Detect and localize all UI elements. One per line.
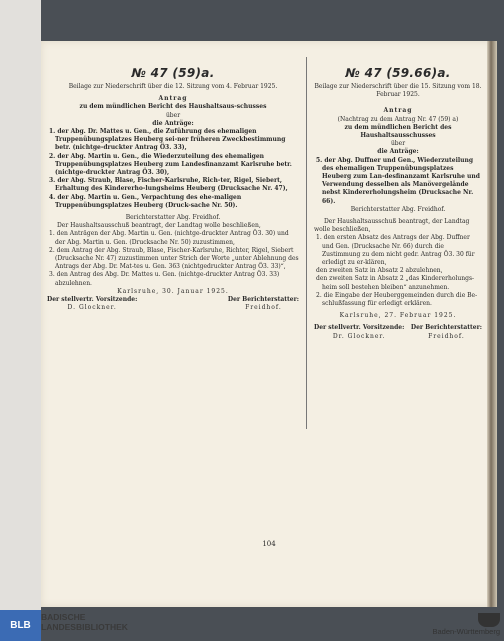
left-signatures bbox=[47, 296, 299, 312]
right-decision-1: 1. den ersten Absatz des Antrags der Abg. Duffner und Gen. (Drucksache Nr. 66) durch die Zustimmung zu dem nicht gedr. Antrag Ö3. 30 für erledigt zu er-klären, bbox=[316, 234, 475, 267]
right-sig-reporter-title: Der Berichterstatter: bbox=[410, 324, 482, 332]
right-subtitle: Beilage zur Niederschrift über die 15. Sitzung vom 18. Februar 1925. bbox=[314, 83, 482, 99]
right-intro: zu dem mündlichen Bericht des Haushaltsausschusses bbox=[344, 123, 452, 140]
right-column bbox=[314, 66, 482, 341]
right-document-number: № 47 (59.66)a. bbox=[345, 66, 451, 80]
region-name: Baden-Württemberg bbox=[432, 627, 500, 636]
left-decision-1: 1. den Anträgen der Abg. Martin u. Gen. (nichtge-druckter Antrag Ö3. 30) und der Abg. Martin u. Gen. (Drucksache Nr. 50) zuzustimmen, bbox=[49, 230, 289, 246]
right-die-antraege: die Anträge: bbox=[377, 148, 419, 156]
right-decision-4: 2. die Eingabe der Heuberggemeinden durch die Be-schlußfassung für erledigt erklären. bbox=[316, 291, 478, 308]
right-body: Der Haushaltsausschuß beantragt, der Landtag wolle beschließen, bbox=[314, 218, 470, 234]
right-sig-chair-title: Der stellvertr. Vorsitzende: bbox=[314, 324, 405, 332]
left-sig-reporter-name: Freidhof. bbox=[245, 304, 282, 312]
left-sig-chair-name: D. Glockner. bbox=[67, 304, 117, 312]
left-ueber: über bbox=[165, 111, 181, 119]
left-document-number: № 47 (59)a. bbox=[131, 66, 215, 80]
left-item-2: 2. der Abg. Martin u. Gen., die Wiederzuteilung des ehemaligen Truppenübungsplatzes Heuberg zum Landesfinanzamt Karlsruhe betr. (nichtge-druckter Antrag Ö3. 30), bbox=[49, 152, 292, 177]
right-sig-chair-name: Dr. Glockner. bbox=[332, 332, 386, 340]
right-decision-2: den zweiten Satz in Absatz 2 abzulehnen, bbox=[316, 267, 443, 275]
left-item-4: 4. der Abg. Martin u. Gen., Verpachtung des ehe-maligen Truppenübungsplatzes Heuberg (Druck-sache Nr. 50). bbox=[49, 193, 242, 209]
left-intro: zu dem mündlichen Bericht des Haushaltsaus-schusses bbox=[79, 103, 267, 111]
left-decision-3: 3. den Antrag des Abg. Dr. Mattes u. Gen. (nichtge-druckter Antrag Ö3. 33) abzulehnen. bbox=[49, 271, 280, 287]
left-subtitle: Beilage zur Niederschrift über die 12. Sitzung vom 4. Februar 1925. bbox=[68, 83, 278, 90]
right-ueber: über bbox=[390, 140, 406, 148]
right-antrag-heading: Antrag bbox=[383, 107, 413, 115]
left-place-date: Karlsruhe, 30. Januar 1925. bbox=[117, 287, 229, 295]
left-margin-strip bbox=[0, 0, 41, 610]
right-item-5: 5. der Abg. Duffner und Gen., Wiederzuteilung des ehemaligen Truppenübungsplatzes Heuberg zum Lan-desfinanzamt Karlsruhe und Verwendung desselben als Manövergelände nebst Kindererholungsheim (Drucksache Nr. 66). bbox=[316, 156, 480, 205]
left-die-antraege: die Anträge: bbox=[152, 119, 194, 127]
page-edge-strip bbox=[487, 41, 497, 607]
right-nachtrag: (Nachtrag zu dem Antrag Nr. 47 (59) a) bbox=[337, 115, 459, 123]
library-name-line-2: LANDESBIBLIOTHEK bbox=[41, 622, 128, 632]
right-sig-reporter-name: Freidhof. bbox=[428, 332, 465, 340]
left-item-1: 1. der Abg. Dr. Mattes u. Gen., die Zuführung des ehemaligen Truppenübungsplatzes Heuberg sei-ner früheren Zweckbestimmung betr. (nichtge-druckter Antrag Ö3. 33), bbox=[49, 128, 286, 152]
left-item-3: 3. der Abg. Straub, Blase, Fischer-Karlsruhe, Rich-ter, Rigel, Siebert, Erhaltung des Kindererho-lungsheims Heuberg (Drucksache Nr. 47), bbox=[49, 177, 288, 193]
left-reporter: Berichterstatter Abg. Freidhof. bbox=[125, 214, 221, 222]
left-decision-2: 2. dem Antrag der Abg. Straub, Blase, Fischer-Karlsruhe, Richter, Rigel, Siebert (Drucksache Nr. 47) zuzustimmen unter Strich der Worte „unter Ablehnung des Antrags der Abg. Dr. Mat-tes u. Gen. 363 (nichtgedruckter Antrag Ö3. 33)“, bbox=[49, 246, 299, 271]
page-number: 104 bbox=[262, 540, 276, 548]
left-body: Der Haushaltsausschuß beantragt, der Landtag wolle beschließen, bbox=[57, 222, 261, 230]
scanned-page bbox=[41, 41, 497, 607]
library-name bbox=[41, 612, 128, 632]
left-sig-chair-title: Der stellvertr. Vorsitzende: bbox=[47, 296, 138, 304]
right-decision-3: den zweiten Satz in Absatz 2 „das Kindererholungs-heim soll bestehen bleiben“ anzunehmen. bbox=[316, 275, 475, 291]
column-divider bbox=[306, 57, 307, 429]
left-column bbox=[47, 66, 299, 312]
library-name-line-1: BADISCHE bbox=[41, 612, 86, 622]
right-signatures bbox=[314, 324, 482, 340]
right-reporter: Berichterstatter Abg. Freidhof. bbox=[350, 205, 446, 213]
right-place-date: Karlsruhe, 27. Februar 1925. bbox=[339, 312, 457, 320]
region-logo[interactable] bbox=[432, 613, 500, 636]
left-sig-reporter-title: Der Berichterstatter: bbox=[227, 296, 299, 304]
coat-of-arms-icon bbox=[478, 613, 500, 627]
left-antrag-heading: Antrag bbox=[158, 95, 188, 103]
blb-logo[interactable]: BLB bbox=[0, 610, 41, 641]
